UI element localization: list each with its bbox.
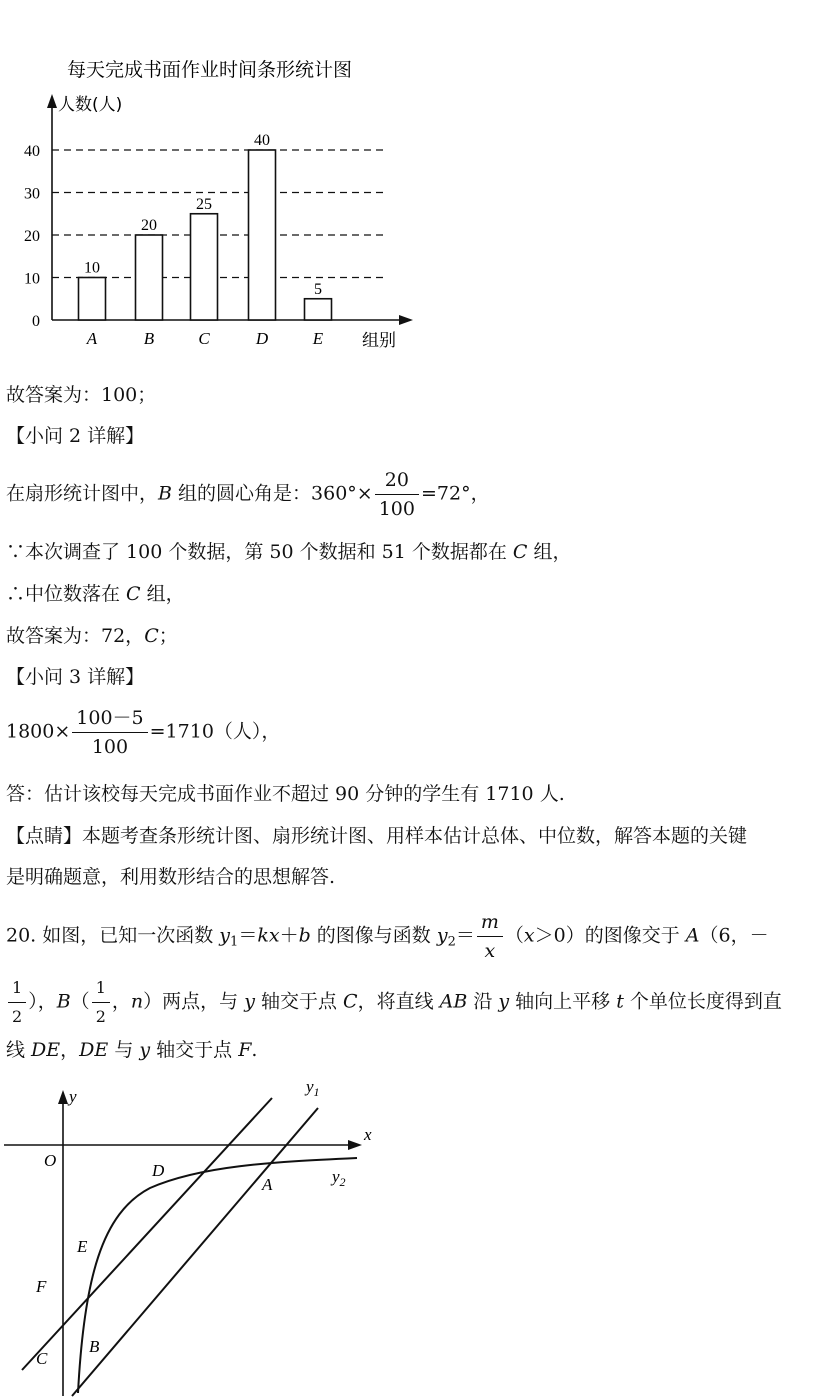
label-point-d: D <box>152 1161 165 1180</box>
line-de <box>22 1098 272 1370</box>
text-line-1: 故答案为：100； <box>6 384 157 406</box>
y-tick-label: 20 <box>24 228 40 245</box>
category-label: B <box>143 329 155 348</box>
question-20-line-2: $\frac{1}{2}$ ），B（ $\frac{1}{2}$ ，n）两点，与 y 轴交于点 C，将直线 AB 沿 y 轴向上平移 t 个单位长度得到直 <box>6 976 782 1029</box>
label-origin: O <box>44 1151 57 1170</box>
text-line-6: 故答案为：72，C； <box>6 625 178 647</box>
label-y2: $y_2$ <box>332 1167 346 1189</box>
fraction-95-100: $\frac{100-5}{100}$ <box>72 706 147 759</box>
y-tick-label: 10 <box>24 270 40 288</box>
data-label: 5 <box>314 280 322 298</box>
label-y1: $y_1$ <box>306 1078 320 1099</box>
category-label: C <box>198 329 210 348</box>
data-label: 25 <box>196 195 212 213</box>
label-point-a: A <box>262 1175 273 1194</box>
bar-B <box>136 235 163 320</box>
category-label: D <box>255 329 269 348</box>
label-y-axis: y <box>69 1087 77 1106</box>
text-line-3: 在扇形统计图中，B 组的圆心角是：360°× $\frac{20}{100}$ =72°， <box>6 469 490 520</box>
label-point-c: C <box>36 1349 48 1368</box>
y-tick-label: 30 <box>24 185 40 203</box>
text-line-9: 答：估计该校每天完成书面作业不超过 90 分钟的学生有 1710 人. <box>6 783 565 805</box>
text-line-11: 是明确题意，利用数形结合的思想解答. <box>6 866 336 888</box>
x-axis-arrow <box>399 315 413 325</box>
data-label: 40 <box>254 132 270 149</box>
label-x-axis: x <box>364 1125 372 1144</box>
label-point-b: B <box>89 1337 100 1356</box>
text-line-8: 1800× $\frac{100-5}{100}$ =1710（人）， <box>6 707 281 758</box>
graph-x-arrow <box>348 1140 362 1150</box>
fraction-m-x: $\frac{m}{x}$ <box>477 910 503 963</box>
y-axis-arrow <box>47 94 57 108</box>
y-axis-label: 人数(人) <box>58 95 123 115</box>
text-line-5: ∴中位数落在 C 组， <box>6 583 185 605</box>
fraction-1-2-a: $\frac{1}{2}$ <box>8 976 26 1029</box>
category-label: E <box>312 329 324 348</box>
bar-D <box>249 150 276 320</box>
y-tick-label: 40 <box>24 143 40 160</box>
fraction-1-2-b: $\frac{1}{2}$ <box>92 976 110 1029</box>
bar-C <box>191 214 218 320</box>
text-line-2: 【小问 2 详解】 <box>6 425 145 447</box>
category-label: A <box>86 329 98 348</box>
label-point-e: E <box>77 1237 88 1256</box>
fraction-20-100: $\frac{20}{100}$ <box>375 468 419 521</box>
data-label: 10 <box>84 259 100 277</box>
y-tick-label: 0 <box>32 313 40 330</box>
label-point-f: F <box>36 1277 47 1296</box>
text-line-7: 【小问 3 详解】 <box>6 666 145 688</box>
bar-chart <box>0 50 420 410</box>
text-line-4: ∵本次调查了 100 个数据，第 50 个数据和 51 个数据都在 C 组， <box>6 541 572 563</box>
hyperbola-y2 <box>78 1158 357 1393</box>
question-20-line-1: 20. 如图，已知一次函数 $y_1=kx+b$ 的图像与函数 $y_2=$ $\frac{m}{x}$ （x＞0）的图像交于 A（6，－ <box>6 911 769 962</box>
question-20-line-3: 线 DE，DE 与 y 轴交于点 F. <box>6 1039 258 1061</box>
bar-A <box>79 278 106 321</box>
bar-E <box>305 299 332 320</box>
line-y1-ab <box>72 1108 318 1396</box>
function-graph <box>0 1078 400 1398</box>
text-line-10: 【点睛】本题考查条形统计图、扇形统计图、用样本估计总体、中位数，解答本题的关键 <box>6 825 748 847</box>
chart-title: 每天完成书面作业时间条形统计图 <box>67 59 353 81</box>
data-label: 20 <box>141 217 157 234</box>
graph-y-arrow <box>58 1090 68 1104</box>
x-axis-label: 组别 <box>362 331 396 351</box>
